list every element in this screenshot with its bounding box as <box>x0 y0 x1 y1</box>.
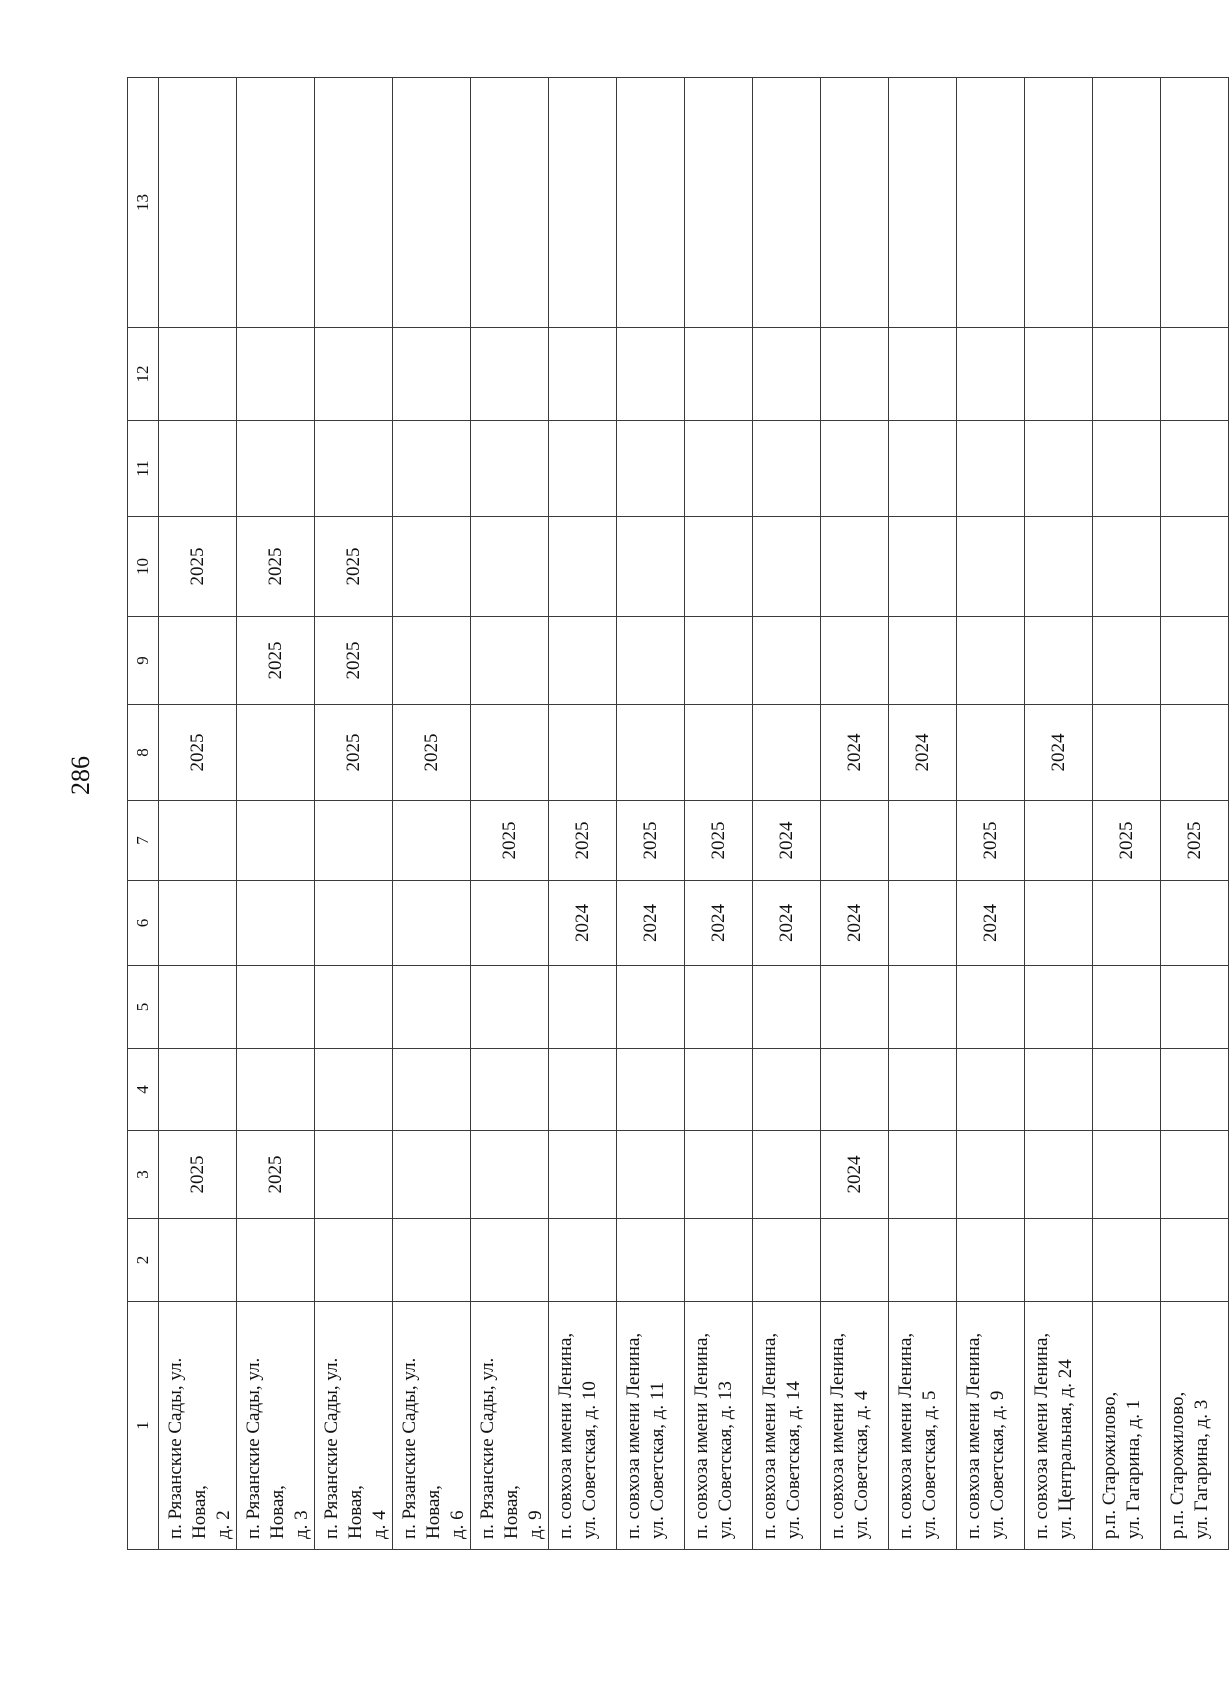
year-cell-col-8 <box>549 705 617 801</box>
year-cell-col-7: 2025 <box>957 801 1025 881</box>
year-cell-col-9: 2025 <box>237 617 315 705</box>
year-cell-col-13 <box>471 78 549 328</box>
year-cell-col-7: 2025 <box>1093 801 1161 881</box>
year-cell-col-12 <box>753 328 821 421</box>
year-cell-col-7: 2024 <box>753 801 821 881</box>
year-cell-col-4 <box>549 1049 617 1131</box>
column-header-11: 11 <box>128 421 159 517</box>
year-cell-col-6: 2024 <box>753 881 821 966</box>
year-cell-col-5 <box>471 966 549 1049</box>
column-header-9: 9 <box>128 617 159 705</box>
year-cell-col-7: 2025 <box>685 801 753 881</box>
year-cell-col-4 <box>159 1049 237 1131</box>
year-cell-col-4 <box>315 1049 393 1131</box>
year-cell-col-10 <box>821 517 889 617</box>
header-row <box>128 78 159 1550</box>
year-cell-col-13 <box>685 78 753 328</box>
year-cell-col-3 <box>617 1131 685 1219</box>
year-cell-col-4 <box>617 1049 685 1131</box>
year-cell-col-8 <box>685 705 753 801</box>
year-cell-col-4 <box>957 1049 1025 1131</box>
year-cell-col-7: 2025 <box>617 801 685 881</box>
year-cell-col-6 <box>315 881 393 966</box>
year-cell-col-8 <box>753 705 821 801</box>
year-cell-col-11 <box>1025 421 1093 517</box>
year-cell-col-4 <box>1093 1049 1161 1131</box>
year-cell-col-9 <box>889 617 957 705</box>
column-header-5: 5 <box>128 966 159 1049</box>
table-row <box>685 78 753 1550</box>
column-header-10: 10 <box>128 517 159 617</box>
year-cell-col-11 <box>393 421 471 517</box>
year-cell-col-9 <box>617 617 685 705</box>
year-cell-col-10 <box>617 517 685 617</box>
year-cell-col-12 <box>315 328 393 421</box>
year-cell-col-2 <box>821 1219 889 1302</box>
year-cell-col-8: 2024 <box>889 705 957 801</box>
year-cell-col-10 <box>1093 517 1161 617</box>
year-cell-col-6 <box>471 881 549 966</box>
year-cell-col-2 <box>315 1219 393 1302</box>
column-header-7: 7 <box>128 801 159 881</box>
year-cell-col-9 <box>821 617 889 705</box>
table-row <box>237 78 315 1550</box>
year-cell-col-8 <box>237 705 315 801</box>
year-cell-col-3 <box>1161 1131 1229 1219</box>
year-cell-col-4 <box>889 1049 957 1131</box>
year-cell-col-5 <box>1093 966 1161 1049</box>
year-cell-col-3 <box>315 1131 393 1219</box>
year-cell-col-11 <box>159 421 237 517</box>
year-cell-col-10: 2025 <box>237 517 315 617</box>
year-cell-col-12 <box>617 328 685 421</box>
year-cell-col-4 <box>821 1049 889 1131</box>
year-cell-col-13 <box>821 78 889 328</box>
table-row <box>821 78 889 1550</box>
year-cell-col-12 <box>471 328 549 421</box>
year-cell-col-12 <box>393 328 471 421</box>
table-row <box>753 78 821 1550</box>
year-cell-col-8 <box>617 705 685 801</box>
year-cell-col-5 <box>685 966 753 1049</box>
year-cell-col-11 <box>1093 421 1161 517</box>
year-cell-col-7 <box>237 801 315 881</box>
year-cell-col-2 <box>393 1219 471 1302</box>
address-cell: п. совхоза имени Ленина, ул. Советская, д. 11 <box>617 1302 685 1550</box>
table-row <box>315 78 393 1550</box>
column-header-3: 3 <box>128 1131 159 1219</box>
year-cell-col-5 <box>1161 966 1229 1049</box>
year-cell-col-4 <box>1025 1049 1093 1131</box>
table-body <box>128 78 1229 1550</box>
year-cell-col-2 <box>753 1219 821 1302</box>
year-cell-col-9 <box>753 617 821 705</box>
year-cell-col-7 <box>821 801 889 881</box>
year-cell-col-10 <box>753 517 821 617</box>
year-cell-col-12 <box>549 328 617 421</box>
year-cell-col-11 <box>889 421 957 517</box>
year-cell-col-7 <box>159 801 237 881</box>
column-header-8: 8 <box>128 705 159 801</box>
year-cell-col-6: 2024 <box>549 881 617 966</box>
year-cell-col-9 <box>1093 617 1161 705</box>
year-cell-col-13 <box>549 78 617 328</box>
table-row <box>889 78 957 1550</box>
year-cell-col-2 <box>549 1219 617 1302</box>
schedule-table <box>127 77 1229 1550</box>
year-cell-col-4 <box>471 1049 549 1131</box>
year-cell-col-13 <box>393 78 471 328</box>
table-row <box>159 78 237 1550</box>
table-row <box>957 78 1025 1550</box>
year-cell-col-13 <box>159 78 237 328</box>
year-cell-col-5 <box>159 966 237 1049</box>
year-cell-col-9 <box>159 617 237 705</box>
year-cell-col-4 <box>237 1049 315 1131</box>
year-cell-col-11 <box>957 421 1025 517</box>
address-cell: п. Рязанские Сады, ул. Новая, д. 3 <box>237 1302 315 1550</box>
table-row <box>1161 78 1229 1550</box>
year-cell-col-10 <box>471 517 549 617</box>
year-cell-col-6 <box>889 881 957 966</box>
year-cell-col-8 <box>1093 705 1161 801</box>
year-cell-col-3 <box>393 1131 471 1219</box>
year-cell-col-11 <box>471 421 549 517</box>
year-cell-col-13 <box>1025 78 1093 328</box>
year-cell-col-12 <box>159 328 237 421</box>
year-cell-col-3 <box>957 1131 1025 1219</box>
address-cell: п. Рязанские Сады, ул. Новая, д. 6 <box>393 1302 471 1550</box>
year-cell-col-5 <box>393 966 471 1049</box>
year-cell-col-3: 2025 <box>159 1131 237 1219</box>
year-cell-col-2 <box>957 1219 1025 1302</box>
year-cell-col-12 <box>685 328 753 421</box>
year-cell-col-11 <box>617 421 685 517</box>
year-cell-col-3: 2025 <box>237 1131 315 1219</box>
year-cell-col-3: 2024 <box>821 1131 889 1219</box>
column-header-6: 6 <box>128 881 159 966</box>
year-cell-col-12 <box>889 328 957 421</box>
column-header-2: 2 <box>128 1219 159 1302</box>
year-cell-col-5 <box>957 966 1025 1049</box>
year-cell-col-2 <box>617 1219 685 1302</box>
year-cell-col-11 <box>315 421 393 517</box>
table-row <box>1093 78 1161 1550</box>
address-cell: п. Рязанские Сады, ул. Новая, д. 2 <box>159 1302 237 1550</box>
year-cell-col-9 <box>685 617 753 705</box>
year-cell-col-6: 2024 <box>617 881 685 966</box>
year-cell-col-10 <box>393 517 471 617</box>
year-cell-col-10 <box>1161 517 1229 617</box>
year-cell-col-9 <box>393 617 471 705</box>
address-cell: п. совхоза имени Ленина, ул. Советская, д. 13 <box>685 1302 753 1550</box>
year-cell-col-13 <box>889 78 957 328</box>
year-cell-col-8: 2025 <box>159 705 237 801</box>
page-number: 286 <box>66 756 95 795</box>
year-cell-col-9 <box>957 617 1025 705</box>
year-cell-col-6 <box>1161 881 1229 966</box>
year-cell-col-6 <box>237 881 315 966</box>
year-cell-col-5 <box>237 966 315 1049</box>
year-cell-col-6: 2024 <box>957 881 1025 966</box>
year-cell-col-6 <box>393 881 471 966</box>
year-cell-col-10: 2025 <box>159 517 237 617</box>
year-cell-col-8: 2025 <box>315 705 393 801</box>
year-cell-col-5 <box>889 966 957 1049</box>
address-cell: п. совхоза имени Ленина, ул. Центральная, д. 24 <box>1025 1302 1093 1550</box>
address-cell: п. Рязанские Сады, ул. Новая, д. 9 <box>471 1302 549 1550</box>
year-cell-col-7 <box>393 801 471 881</box>
year-cell-col-12 <box>1161 328 1229 421</box>
year-cell-col-10 <box>889 517 957 617</box>
year-cell-col-8: 2024 <box>1025 705 1093 801</box>
year-cell-col-13 <box>237 78 315 328</box>
year-cell-col-8 <box>1161 705 1229 801</box>
year-cell-col-9 <box>1025 617 1093 705</box>
year-cell-col-5 <box>821 966 889 1049</box>
year-cell-col-11 <box>1161 421 1229 517</box>
year-cell-col-7 <box>315 801 393 881</box>
address-cell: п. совхоза имени Ленина, ул. Советская, д. 4 <box>821 1302 889 1550</box>
year-cell-col-5 <box>753 966 821 1049</box>
address-cell: п. совхоза имени Ленина, ул. Советская, д. 14 <box>753 1302 821 1550</box>
year-cell-col-4 <box>1161 1049 1229 1131</box>
year-cell-col-10 <box>957 517 1025 617</box>
year-cell-col-6 <box>1025 881 1093 966</box>
year-cell-col-7: 2025 <box>471 801 549 881</box>
year-cell-col-7 <box>889 801 957 881</box>
year-cell-col-13 <box>617 78 685 328</box>
year-cell-col-5 <box>617 966 685 1049</box>
table-row <box>1025 78 1093 1550</box>
year-cell-col-3 <box>471 1131 549 1219</box>
address-cell: р.п. Старожилово, ул. Гагарина, д. 1 <box>1093 1302 1161 1550</box>
year-cell-col-3 <box>753 1131 821 1219</box>
year-cell-col-8: 2024 <box>821 705 889 801</box>
year-cell-col-12 <box>821 328 889 421</box>
year-cell-col-11 <box>753 421 821 517</box>
address-cell: р.п. Старожилово, ул. Гагарина, д. 3 <box>1161 1302 1229 1550</box>
year-cell-col-13 <box>1161 78 1229 328</box>
year-cell-col-2 <box>1093 1219 1161 1302</box>
column-header-12: 12 <box>128 328 159 421</box>
year-cell-col-3 <box>685 1131 753 1219</box>
year-cell-col-11 <box>685 421 753 517</box>
year-cell-col-10 <box>1025 517 1093 617</box>
year-cell-col-7: 2025 <box>1161 801 1229 881</box>
year-cell-col-2 <box>1161 1219 1229 1302</box>
year-cell-col-7 <box>1025 801 1093 881</box>
year-cell-col-6: 2024 <box>685 881 753 966</box>
table-row <box>471 78 549 1550</box>
year-cell-col-13 <box>315 78 393 328</box>
year-cell-col-12 <box>1093 328 1161 421</box>
year-cell-col-2 <box>1025 1219 1093 1302</box>
year-cell-col-2 <box>159 1219 237 1302</box>
year-cell-col-11 <box>237 421 315 517</box>
year-cell-col-8 <box>471 705 549 801</box>
year-cell-col-3 <box>1093 1131 1161 1219</box>
year-cell-col-7: 2025 <box>549 801 617 881</box>
year-cell-col-9 <box>549 617 617 705</box>
year-cell-col-3 <box>549 1131 617 1219</box>
year-cell-col-5 <box>549 966 617 1049</box>
year-cell-col-9 <box>471 617 549 705</box>
year-cell-col-2 <box>237 1219 315 1302</box>
year-cell-col-4 <box>753 1049 821 1131</box>
address-cell: п. совхоза имени Ленина, ул. Советская, д. 10 <box>549 1302 617 1550</box>
column-header-13: 13 <box>128 78 159 328</box>
year-cell-col-5 <box>315 966 393 1049</box>
column-header-1: 1 <box>128 1302 159 1550</box>
year-cell-col-12 <box>957 328 1025 421</box>
address-cell: п. Рязанские Сады, ул. Новая, д. 4 <box>315 1302 393 1550</box>
year-cell-col-12 <box>1025 328 1093 421</box>
table-row <box>549 78 617 1550</box>
year-cell-col-8: 2025 <box>393 705 471 801</box>
table-container <box>127 78 1219 1550</box>
year-cell-col-10 <box>549 517 617 617</box>
year-cell-col-13 <box>957 78 1025 328</box>
year-cell-col-6 <box>1093 881 1161 966</box>
table-row <box>393 78 471 1550</box>
year-cell-col-10 <box>685 517 753 617</box>
year-cell-col-2 <box>685 1219 753 1302</box>
year-cell-col-11 <box>549 421 617 517</box>
year-cell-col-3 <box>1025 1131 1093 1219</box>
address-cell: п. совхоза имени Ленина, ул. Советская, д. 5 <box>889 1302 957 1550</box>
year-cell-col-12 <box>237 328 315 421</box>
year-cell-col-13 <box>1093 78 1161 328</box>
table-row <box>617 78 685 1550</box>
year-cell-col-8 <box>957 705 1025 801</box>
year-cell-col-4 <box>393 1049 471 1131</box>
year-cell-col-9: 2025 <box>315 617 393 705</box>
year-cell-col-2 <box>471 1219 549 1302</box>
year-cell-col-6: 2024 <box>821 881 889 966</box>
year-cell-col-6 <box>159 881 237 966</box>
year-cell-col-3 <box>889 1131 957 1219</box>
year-cell-col-10: 2025 <box>315 517 393 617</box>
year-cell-col-4 <box>685 1049 753 1131</box>
column-header-4: 4 <box>128 1049 159 1131</box>
year-cell-col-2 <box>889 1219 957 1302</box>
address-cell: п. совхоза имени Ленина, ул. Советская, д. 9 <box>957 1302 1025 1550</box>
year-cell-col-11 <box>821 421 889 517</box>
year-cell-col-9 <box>1161 617 1229 705</box>
year-cell-col-13 <box>753 78 821 328</box>
year-cell-col-5 <box>1025 966 1093 1049</box>
